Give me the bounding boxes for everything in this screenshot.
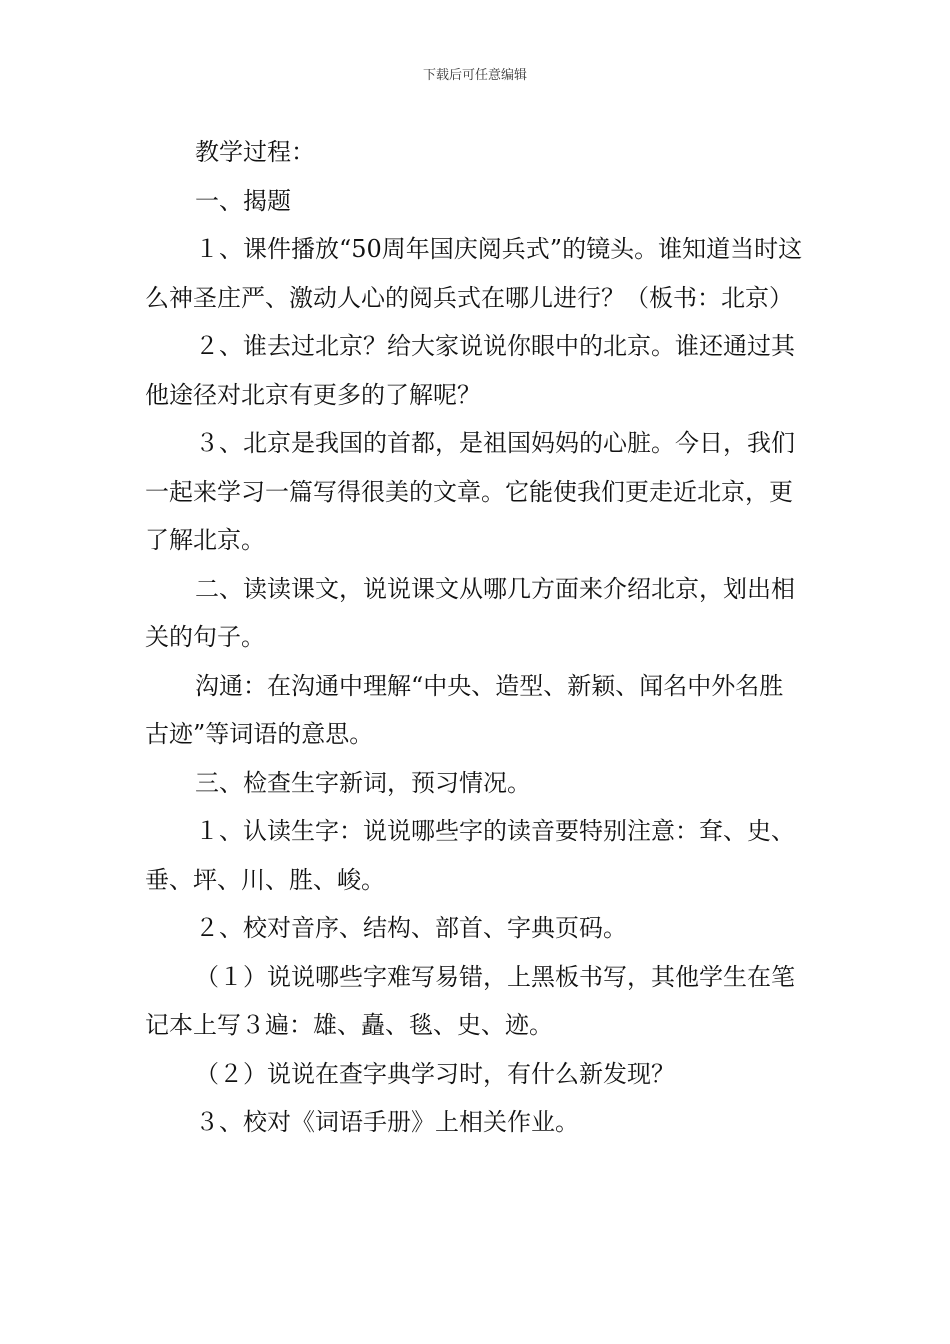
paragraph-item-1: １、课件播放“50周年国庆阅兵式”的镜头。谁知道当时这么神圣庄严、激动人心的阅兵式在哪儿进行？（板书：北京） [145,235,803,312]
page-header: 下载后可任意编辑 [422,68,527,83]
paragraph-read-characters: １、认读生字：说说哪些字的读音要特别注意：耷、史、垂、坪、川、胜、峻。 [145,817,795,894]
paragraph-section-three: 三、检查生字新词，预习情况。 [195,768,531,797]
paragraph-sub-item-2: （２）说说在查字典学习时，有什么新发现？ [195,1059,675,1088]
paragraph-item-3: ３、北京是我国的首都，是祖国妈妈的心脏。今日，我们一起来学习一篇写得很美的文章。它能使我们更走近北京，更了解北京。 [145,429,795,554]
paragraph-teaching-process: 教学过程： [195,138,315,166]
document-body [145,128,807,1147]
paragraph-section-one: 一、揭题 [195,186,291,215]
paragraph-sub-item-1: （１）说说哪些字难写易错，上黑板书写，其他学生在笔记本上写３遍：雄、矗、毯、史、迹。 [145,962,795,1039]
paragraph-communication: 沟通：在沟通中理解“中央、造型、新颖、闻名中外名胜古迹”等词语的意思。 [145,671,784,748]
paragraph-check-handbook: ３、校对《词语手册》上相关作业。 [195,1108,579,1136]
paragraph-check-order: ２、校对音序、结构、部首、字典页码。 [195,914,627,942]
paragraph-item-2: ２、谁去过北京？给大家说说你眼中的北京。谁还通过其他途径对北京有更多的了解呢？ [145,332,795,409]
paragraph-section-two: 二、读读课文，说说课文从哪几方面来介绍北京，划出相关的句子。 [145,574,795,651]
